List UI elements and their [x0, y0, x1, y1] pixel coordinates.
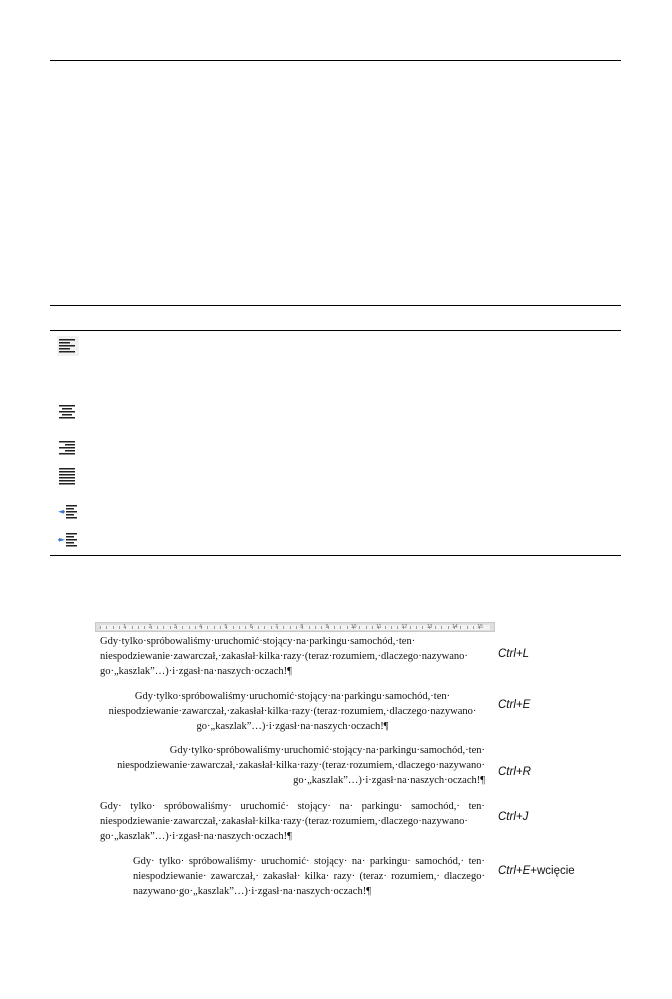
paragraph-line: Gdy·tylko·spróbowaliśmy·uruchomić·stojący·na·parkingu·samochód,·ten· — [169, 745, 485, 756]
ruler-number: 6 — [249, 624, 253, 630]
word: spróbowaliśmy· — [188, 856, 257, 867]
ruler-tick — [309, 626, 310, 629]
ruler-tick — [467, 626, 468, 629]
ruler-tick — [290, 626, 291, 629]
ruler-number: 13 — [426, 624, 433, 630]
word: Gdy· — [133, 856, 155, 867]
ruler-tick — [410, 626, 411, 629]
ruler-tick — [195, 626, 196, 629]
ruler-tick — [391, 626, 392, 629]
shortcut-key: Ctrl+J — [498, 811, 529, 823]
ruler-tick — [157, 626, 158, 629]
ruler-tick — [460, 626, 461, 629]
ruler-tick — [239, 626, 240, 629]
paragraph-line: niespodziewanie·zawarczał,·zakasłał·kilka·razy·(teraz·rozumiem,·dlaczego·nazywano· — [108, 706, 477, 717]
ruler-tick — [321, 626, 322, 629]
ruler-tick — [441, 626, 442, 629]
ruler-tick — [359, 626, 360, 629]
ruler-number: 14 — [452, 624, 458, 630]
paragraph-line: go·„kaszlak”…)·i·zgasł·na·naszych·oczach!¶ — [293, 775, 485, 786]
table-bottom-rule — [50, 555, 621, 556]
ruler-tick — [144, 626, 145, 629]
ruler-tick — [189, 626, 190, 629]
paragraph-line: Gdy·tylko·spróbowaliśmy·uruchomić·stojący·na·parkingu·samochód,·ten· — [134, 691, 451, 702]
word: parkingu· — [361, 801, 403, 812]
ruler-tick — [334, 626, 335, 629]
ruler-tick — [113, 626, 114, 629]
paragraph-line: go·„kaszlak”…)·i·zgasł·na·naszych·oczach!¶ — [100, 831, 292, 842]
ruler-number: 11 — [376, 624, 382, 630]
paragraph-line — [133, 869, 485, 884]
paragraph-justify-indent — [133, 854, 485, 899]
ruler-number: 5 — [224, 624, 228, 630]
decrease-indent-icon — [57, 502, 79, 522]
ruler-number: 10 — [350, 624, 357, 630]
word: dlaczego· — [444, 871, 485, 882]
ruler-tick — [347, 626, 348, 629]
word: stojący· — [297, 801, 331, 812]
ruler-tick — [385, 626, 386, 629]
paragraph-line — [100, 814, 485, 829]
paragraph-line: Gdy·tylko·spróbowaliśmy·uruchomić·stojący·na·parkingu·samochód,·ten· — [100, 636, 416, 647]
paragraph-line — [133, 854, 485, 869]
shortcut-key: Ctrl+E — [498, 699, 531, 711]
shortcut-suffix: +wcięcie — [530, 865, 575, 877]
shortcut-label — [498, 811, 528, 823]
ruler-tick — [106, 626, 107, 629]
paragraph-left — [100, 634, 485, 679]
ruler-tick — [119, 626, 120, 629]
ruler-tick — [182, 626, 183, 629]
word: na· — [351, 856, 366, 867]
word: stojący· — [314, 856, 348, 867]
ruler-tick — [416, 626, 417, 629]
word: rozumiem,· — [391, 871, 440, 882]
paragraph-justify — [100, 799, 485, 844]
ruler-tick — [473, 626, 474, 629]
word: spróbowaliśmy· — [164, 801, 232, 812]
word: kilka· — [304, 871, 330, 882]
ruler-number: 8 — [300, 624, 304, 630]
ruler-track — [100, 625, 490, 630]
table-header-rule — [50, 330, 621, 331]
shortcut-label — [498, 766, 531, 778]
paragraph-line: niespodziewanie·zawarczał,·zakasłał·kilka·razy·(teraz·rozumiem,·dlaczego·nazywano· — [100, 651, 468, 662]
align-center-icon — [57, 402, 79, 422]
ruler-tick — [233, 626, 234, 629]
word: niespodziewanie· — [133, 871, 207, 882]
shortcut-label — [498, 648, 529, 660]
ruler-tick — [245, 626, 246, 629]
ruler-tick — [214, 626, 215, 629]
word: tylko· — [159, 856, 185, 867]
ruler-tick — [372, 626, 373, 629]
shortcut-label — [498, 865, 575, 877]
ruler-tick — [100, 626, 101, 629]
word: razy· — [333, 871, 356, 882]
ruler-tick — [283, 626, 284, 629]
ruler-number: 7 — [275, 624, 278, 630]
word: zawarczał,· — [210, 871, 259, 882]
ruler-tick — [448, 626, 449, 629]
ruler-tick — [170, 626, 171, 629]
word: uruchomić· — [261, 856, 310, 867]
shortcut-label — [498, 699, 530, 711]
ruler-number: 2 — [148, 624, 152, 630]
ruler-tick — [315, 626, 316, 629]
paragraph-line: go·„kaszlak”…)·i·zgasł·na·naszych·oczach!¶ — [196, 721, 389, 732]
shortcut-key: Ctrl+E — [498, 865, 531, 877]
ruler-tick — [258, 626, 259, 629]
align-right-icon — [57, 438, 79, 458]
word: ten· — [468, 801, 485, 812]
ruler-number: 9 — [325, 624, 329, 630]
ruler-tick — [397, 626, 398, 629]
shortcut-key: Ctrl+L — [498, 648, 529, 660]
ruler-tick — [132, 626, 133, 629]
ruler-number: 12 — [401, 624, 408, 630]
ruler-tick — [422, 626, 423, 629]
word: na· — [339, 801, 353, 812]
word: ten· — [468, 856, 485, 867]
ruler-tick — [163, 626, 164, 629]
word: zakasłał· — [263, 871, 301, 882]
word: samochód,· — [415, 856, 465, 867]
ruler-number: 4 — [199, 624, 202, 630]
word: parkingu· — [369, 856, 411, 867]
word: (teraz· — [359, 871, 387, 882]
ruler-tick — [296, 626, 297, 629]
justify-icon — [57, 466, 79, 486]
word: uruchomić· — [240, 801, 289, 812]
paragraph-line — [100, 799, 485, 814]
ruler-tick — [366, 626, 367, 629]
paragraph-line: nazywano·go·„kaszlak”…)·i·zgasł·na·naszych·oczach!¶ — [133, 886, 371, 897]
paragraph-center — [100, 689, 485, 734]
ruler-tick — [271, 626, 272, 629]
ruler-tick — [264, 626, 265, 629]
horizontal-ruler[interactable] — [95, 622, 495, 632]
ruler-tick — [220, 626, 221, 629]
shortcut-key: Ctrl+R — [498, 766, 531, 778]
word: samochód,· — [411, 801, 460, 812]
align-left-icon — [57, 336, 79, 356]
word: Gdy· — [100, 801, 122, 812]
paragraph-right — [100, 743, 485, 788]
table-top-rule — [50, 305, 621, 306]
ruler-tick — [340, 626, 341, 629]
ruler-tick — [207, 626, 208, 629]
top-rule — [50, 60, 621, 61]
ruler-number: 15 — [477, 624, 483, 630]
paragraph-line: go·„kaszlak”…)·i·zgasł·na·naszych·oczach!¶ — [100, 666, 292, 677]
paragraph-line: niespodziewanie·zawarczał,·zakasłał·kilka·razy·(teraz·rozumiem,·dlaczego·nazywano· — [117, 760, 485, 771]
ruler-tick — [138, 626, 139, 629]
ruler-number: 1 — [123, 624, 127, 630]
increase-indent-icon — [57, 530, 79, 550]
ruler-tick — [435, 626, 436, 629]
word: tylko· — [130, 801, 156, 812]
word: niespodziewanie·zawarczał,·zakasłał·kilka·razy·(teraz·rozumiem,·dlaczego·nazywano· — [100, 816, 468, 827]
ruler-number: 3 — [173, 624, 177, 630]
